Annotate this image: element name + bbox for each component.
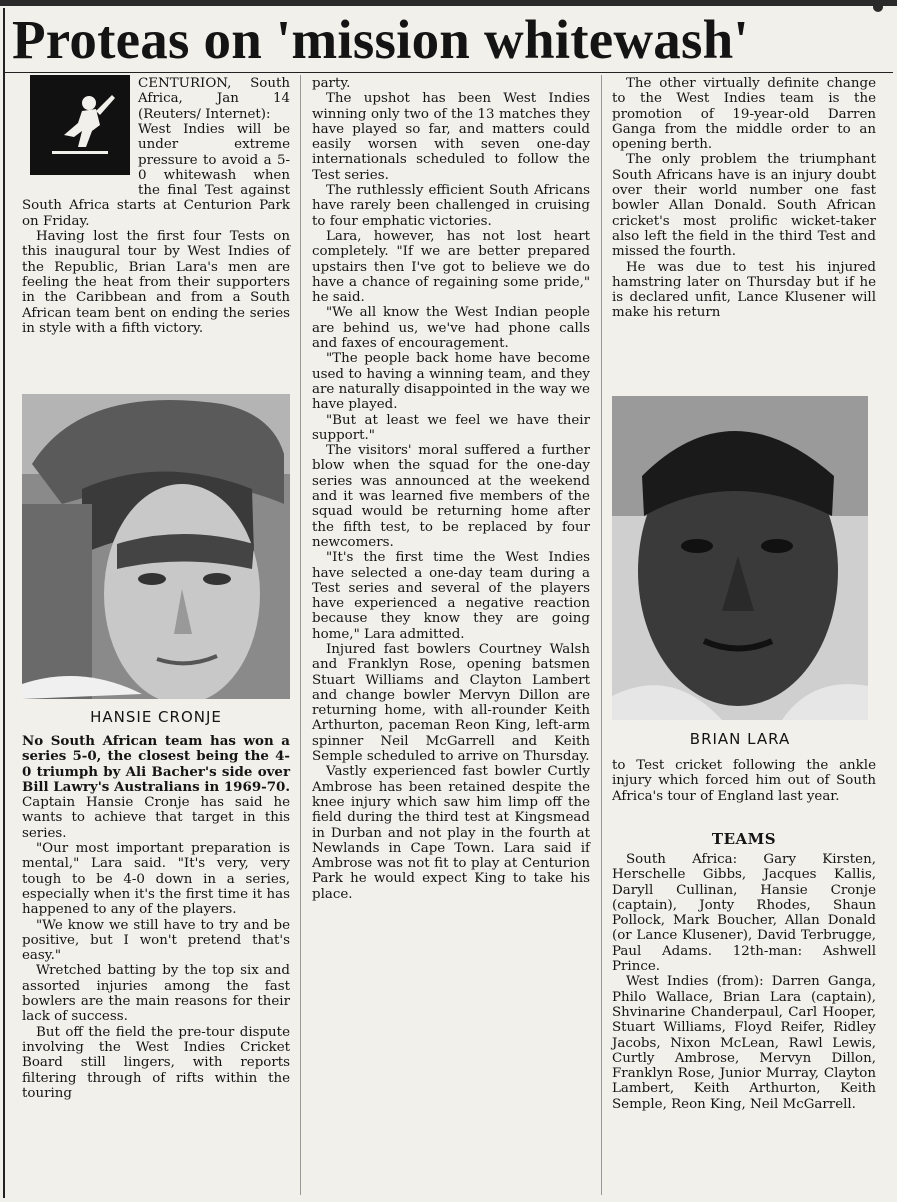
- portrait-photo: [612, 396, 868, 720]
- paragraph: Lara, however, has not lost heart completely. "If we are better prepared upstairs then I've got to believe we do have a chance of regaining some pride," he said.: [312, 228, 590, 306]
- paragraph: "It's the first time the West Indies have selected a one-day team during a Test series and several of the players have experienced a negative reaction because they know they are going home," Lara admitted.: [312, 550, 590, 642]
- teams-list: [612, 852, 876, 1112]
- paragraph: "But at least we feel we have their support.": [312, 412, 590, 443]
- paragraph: Wretched batting by the top six and assorted injuries among the fast bowlers are the main reasons for their lack of success.: [22, 963, 290, 1025]
- paragraph: Injured fast bowlers Courtney Walsh and Franklyn Rose, opening batsmen Stuart Williams and Clayton Lambert and change bowler Mervyn Dillon are returning home, with all-rounder Keith Arthurton, paceman Reon King, left-arm spinner Neil McGarrell and Keith Semple scheduled to arrive on Thursday.: [312, 641, 590, 765]
- column-3-top: [612, 76, 876, 321]
- dateline: CENTURION, South Africa, Jan 14 (Reuters/ Internet):: [138, 76, 290, 122]
- paragraph: Captain Hansie Cronje has said he wants to achieve that target in this series.: [22, 795, 290, 841]
- column-3-bottom: [612, 758, 876, 804]
- paragraph: "Our most important preparation is mental," Lara said. "It's very, very tough to be 4-0 down in a series, especially when it's the first time it has happened to any of the players.: [22, 841, 290, 918]
- paragraph: "We all know the West Indian people are behind us, we've had phone calls and faxes of encouragement.: [312, 305, 590, 352]
- column-divider-1: [300, 75, 301, 1195]
- paragraph: He was due to test his injured hamstring later on Thursday but if he is declared unfit, Lance Klusener will make his return: [612, 259, 876, 321]
- column-divider-2: [601, 75, 602, 1195]
- column-1-top: [22, 76, 290, 336]
- left-border: [3, 8, 5, 1198]
- paragraph: Having lost the first four Tests on this inaugural tour by West Indies of the Republic, Brian Lara's men are feeling the heat from their supporters in the Caribbean and from a South African team bent on ending the series in style with a fifth victory.: [22, 229, 290, 336]
- photo-hansie-cronje: [22, 394, 290, 699]
- column-2: [312, 76, 590, 902]
- paragraph: The upshot has been West Indies winning only two of the 13 matches they have played so far, and matters could easily worsen with seven one-day internationals scheduled to follow the Test series.: [312, 91, 590, 183]
- paragraph: The ruthlessly efficient South Africans have rarely been challenged in cruising to four emphatic victories.: [312, 183, 590, 229]
- paragraph: West Indies will be under extreme pressure to avoid a 5-0 whitewash when the final Test against South Africa starts at Centurion Park on Friday.: [22, 122, 290, 229]
- paragraph: The other virtually definite change to the West Indies team is the promotion of 19-year-old Darren Ganga from the middle order to an opening berth.: [612, 76, 876, 153]
- top-border: [0, 0, 897, 6]
- paragraph: West Indies (from): Darren Ganga, Philo Wallace, Brian Lara (captain), Shvinarine Chanderpaul, Carl Hooper, Stuart Williams, Floyd Reifer, Ridley Jacobs, Nixon McLean, Rawl Lewis, Curtly Ambrose, Mervyn Dillon, Franklyn Rose, Junior Murray, Clayton Lambert, Keith Arthurton, Keith Semple, Reon King, Neil McGarrell.: [612, 974, 876, 1112]
- paragraph: South Africa: Gary Kirsten, Herschelle Gibbs, Jacques Kallis, Daryll Cullinan, Hansie Cronje (captain), Jonty Rhodes, Shaun Pollock, Mark Boucher, Allan Donald (or Lance Klusener), David Terbrugge, Paul Adams. 12th-man: Ashwell Prince.: [612, 852, 876, 975]
- caption-left: HANSIE CRONJE: [90, 708, 222, 726]
- caption-right: BRIAN LARA: [689, 730, 791, 748]
- paragraph: "The people back home have become used to having a winning team, and they are naturally disappointed in the way we have played.: [312, 351, 590, 413]
- paragraph: to Test cricket following the ankle injury which forced him out of South Africa's tour of England last year.: [612, 758, 876, 804]
- paragraph: But off the field the pre-tour dispute involving the West Indies Cricket Board still lingers, with reports filtering through of rifts within the touring: [22, 1024, 290, 1101]
- teams-heading: TEAMS: [711, 830, 777, 848]
- paragraph: Vastly experienced fast bowler Curtly Ambrose has been retained despite the knee injury which saw him limp off the field during the third test at Kingsmead in Durban and not play in the fourth at Newlands in Cape Town. Lara said if Ambrose was not fit to play at Centurion Park he would expect King to take his place.: [312, 764, 590, 902]
- paragraph: The only problem the triumphant South Africans have is an injury doubt over their world number one fast bowler Allan Donald. South African cricket's most prolific wicket-taker also left the field in the third Test and missed the fourth.: [612, 152, 876, 260]
- column-1-bottom: [22, 734, 290, 1101]
- paragraph: "We know we still have to try and be positive, but I won't pretend that's easy.": [22, 917, 290, 964]
- photo-brian-lara: [612, 396, 868, 720]
- bold-lead: No South African team has won a series 5-0, the closest being the 4-0 triumph by Ali Bacher's side over Bill Lawry's Australians in 1969-70.: [22, 733, 290, 795]
- headline: Proteas on 'mission whitewash': [12, 9, 749, 70]
- headline-rule: [3, 72, 893, 73]
- paragraph: party.: [312, 76, 351, 91]
- paragraph: The visitors' moral suffered a further blow when the squad for the one-day series was announced at the weekend and it was learned five members of the squad would be returning home after the fifth test, to be replaced by four newcomers.: [312, 443, 590, 550]
- portrait-photo: [22, 394, 290, 699]
